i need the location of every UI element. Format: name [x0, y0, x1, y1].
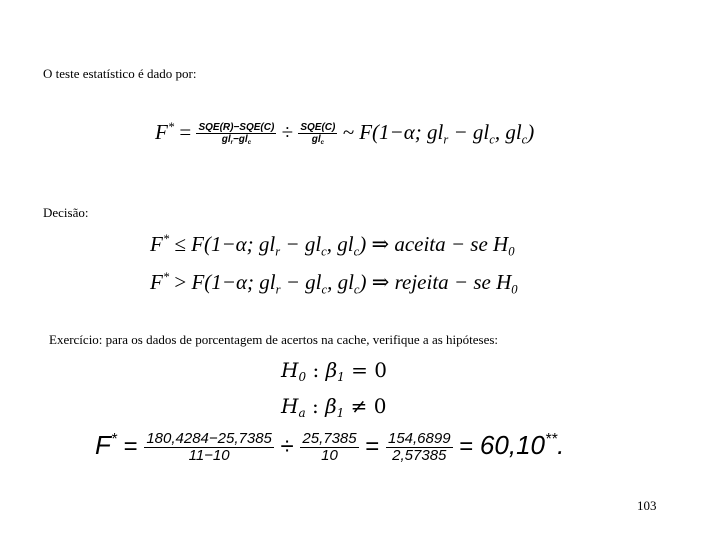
f-star-lhs: F* — [155, 120, 175, 145]
frac2-denominator: $gl_c$ — [311, 134, 324, 147]
accept-word: aceita − se — [394, 232, 488, 257]
leq-sign: ≤ — [174, 232, 186, 257]
f-distribution: ~ F(1−α; $gl_r - gl_c$, $gl_c$) — [342, 120, 535, 147]
fraction-numerator-model — [196, 122, 276, 147]
relation: ≠ 0 — [350, 394, 387, 418]
computed-f-statistic — [95, 430, 564, 465]
equals-sign: = — [459, 433, 474, 460]
null-hypothesis: $H_0$ — [493, 232, 515, 259]
relation: = 0 — [351, 358, 387, 382]
decision-reject — [150, 270, 518, 298]
implies-arrow: ⇒ — [371, 270, 390, 295]
decision-accept — [150, 232, 515, 260]
hypothesis-null — [281, 358, 387, 384]
equals-sign: = — [365, 433, 380, 460]
page-number: 103 — [637, 498, 657, 513]
fraction-3 — [386, 431, 453, 465]
reject-word: rejeita − se — [394, 270, 491, 295]
null-hypothesis: $H_0$ — [496, 270, 518, 297]
ha-symbol: $H_a$ — [281, 394, 306, 421]
hypothesis-alternative — [281, 394, 386, 420]
exercise-text: Exercício: para os dados de porcentagem de acertos na cache, verifique a as hipóteses: — [49, 332, 499, 347]
frac3-numerator: 154,6899 — [387, 429, 451, 447]
frac1-numerator: 180,4284−25,7385 — [146, 429, 272, 447]
h0-symbol: $H_0$ — [281, 358, 307, 385]
beta-symbol: $\beta_1$ — [325, 394, 345, 421]
result-value: 60,10**. — [479, 430, 565, 460]
colon: : — [312, 358, 320, 382]
fraction-full-model — [298, 122, 337, 147]
frac2-numerator: SQE(C) — [300, 122, 336, 134]
divide-sign: ÷ — [281, 120, 294, 145]
f-star-lhs: F* — [95, 430, 117, 460]
f-star-lhs: F* — [150, 270, 170, 295]
equals-sign: = — [179, 120, 192, 145]
implies-arrow: ⇒ — [371, 232, 390, 257]
frac1-denominator: $gl_r-gl_c$ — [221, 134, 252, 147]
f-critical: F(1−α; $gl_r - gl_c$, $gl_c$) — [191, 232, 367, 259]
intro-text: O teste estatístico é dado por: — [43, 66, 197, 81]
gt-sign: > — [174, 270, 187, 295]
frac2-denominator: 10 — [321, 447, 338, 465]
frac2-numerator: 25,7385 — [302, 429, 357, 447]
beta-symbol: $\beta_1$ — [325, 358, 345, 385]
f-star-lhs: F* — [150, 232, 170, 257]
frac1-denominator: 11−10 — [188, 447, 230, 465]
fraction-2 — [300, 431, 358, 465]
frac3-denominator: 2,57385 — [392, 447, 447, 465]
colon: : — [311, 394, 319, 418]
divide-sign: ÷ — [280, 433, 294, 460]
test-statistic-formula — [155, 120, 534, 148]
decision-label: Decisão: — [43, 205, 89, 220]
frac1-numerator: SQE(R)−SQE(C) — [198, 122, 275, 134]
equals-sign: = — [123, 433, 138, 460]
f-critical: F(1−α; $gl_r - gl_c$, $gl_c$) — [191, 270, 367, 297]
fraction-1 — [144, 431, 274, 465]
